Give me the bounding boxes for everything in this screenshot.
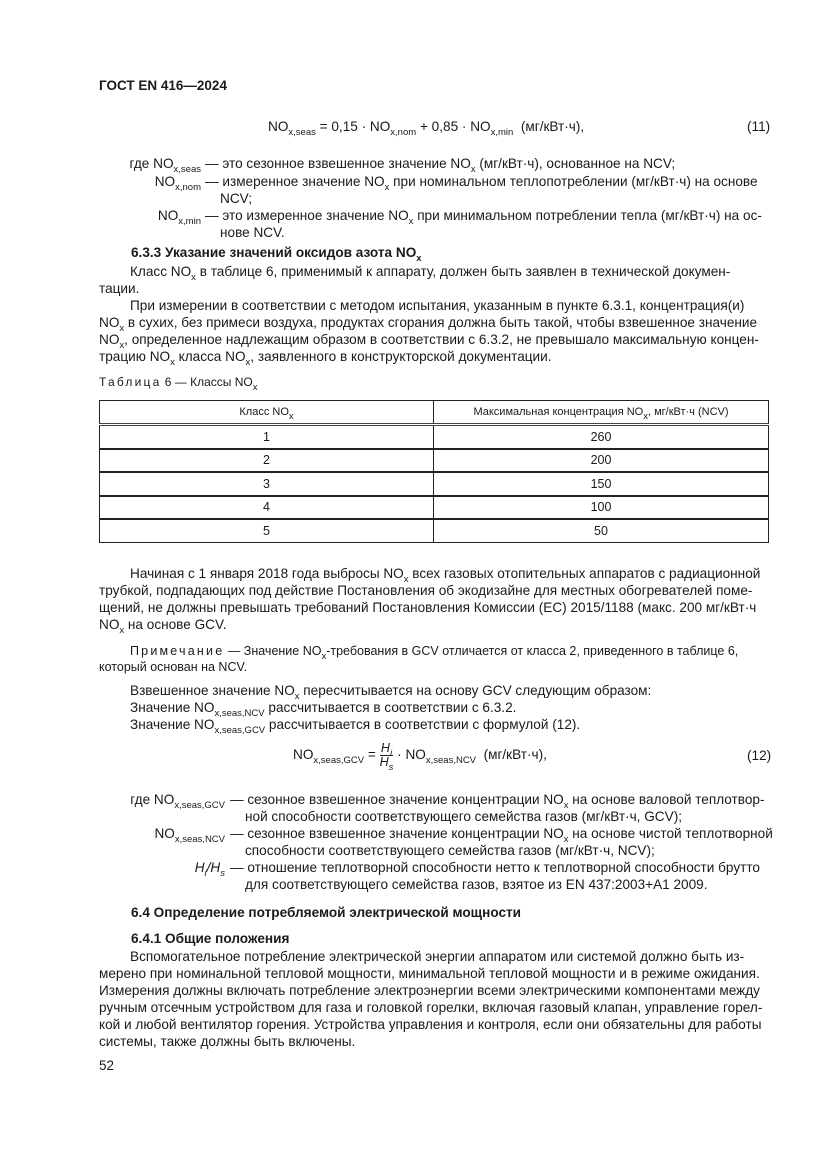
definition-term: $NO_{x,nom}$ (154, 174, 201, 193)
table-row (100, 425, 769, 449)
paragraph-line: системы, также должны быть включены. (99, 1034, 356, 1049)
formula-12 (293, 741, 547, 773)
definition-text: — это сезонное взвешенное значение $NO_x$ (мг/кВт·ч), основанное на NCV; (205, 156, 676, 175)
table-cell: 1 (100, 425, 434, 449)
table-cell: 100 (434, 496, 769, 520)
table-cell: 4 (100, 496, 434, 520)
paragraph-line: $NO_x$, определенное надлежащим образом в соответствии с 6.3.2, не превышало максимальную концен- (99, 332, 759, 351)
formula-11 (268, 119, 585, 138)
column-header: Максимальная концентрация $NO_x$, мг/кВт·ч (NCV) (434, 401, 769, 425)
formula-unit: (мг/кВт·ч), (520, 119, 585, 134)
paragraph-line: Измерения должны включать потребление электроэнергии всеми электрическими компонентами между (99, 983, 760, 998)
formula-term: = 0,15 · NO (319, 119, 391, 134)
formula-subscript: x,seas (288, 127, 316, 138)
formula-subscript: x,nom (390, 127, 417, 138)
formula-equals: = (367, 747, 376, 763)
paragraph-line: трубкой, подпадающих под действие Постановления об экодизайне для местных обогревателей поме- (99, 583, 753, 598)
definition-term: где $NO_{x,seas,GCV}$ (130, 792, 225, 811)
paragraph-line: Начиная с 1 января 2018 года выбросы $NO_x$ всех газовых отопительных аппаратов с радиационной (130, 566, 761, 585)
note-line: который основан на NCV. (99, 660, 248, 674)
formula-subscript: x,min (490, 127, 514, 138)
formula-symbol: NO (268, 119, 289, 134)
page-number: 52 (99, 1058, 115, 1073)
formula-12-number: (12) (747, 748, 772, 763)
table-header-row (100, 401, 769, 425)
paragraph-line: Класс $NO_x$ в таблице 6, применимый к аппарату, должен быть заявлен в технической докумен- (130, 264, 731, 283)
paragraph-line: кой и любой вентилятор горения. Устройства управления и контроля, если они обязательны для работы (99, 1017, 762, 1032)
definition-text: — это измеренное значение $NO_x$ при минимальном потреблении тепла (мг/кВт·ч) на ос- нове NCV. (205, 208, 762, 240)
paragraph-line: ручным отсечным устройством для газа и головкой горелки, включая газовый клапан, управление горел- (99, 1000, 763, 1015)
table-row (100, 472, 769, 496)
paragraph-line: Взвешенное значение $NO_x$ пересчитывается на основу GCV следующим образом: (130, 683, 652, 702)
formula-subscript: x,seas,GCV (313, 755, 365, 767)
table-row (100, 496, 769, 520)
fraction: $\frac{H_i}{H_s}$ (379, 741, 394, 773)
table-cell: 150 (434, 472, 769, 496)
section-heading-6-4: 6.4 Определение потребляемой электрической мощности (131, 905, 522, 920)
definition-text: — сезонное взвешенное значение концентрации $NO_x$ на основе валовой теплотвор- ной способности соответствующего семейства газов (мг/кВт·ч, GCV); (230, 792, 765, 824)
formula-unit: (мг/кВт·ч), (483, 747, 547, 763)
definition-term: $H_i/H_s$ (194, 860, 225, 879)
formula-11-number: (11) (747, 119, 771, 134)
table-cell: 2 (100, 449, 434, 473)
column-header: Класс $NO_x$ (100, 401, 434, 425)
paragraph-line: Значение $NO_{x,seas,NCV}$ рассчитывается в соответствии с 6.3.2. (130, 700, 517, 719)
paragraph-line: трацию $NO_x$ класса $NO_x$, заявленного в конструкторской документации. (99, 349, 552, 368)
formula-term: · NO (397, 747, 426, 763)
definition-term: $NO_{x,seas,NCV}$ (154, 826, 225, 845)
section-heading-6-3-3: 6.3.3 Указание значений оксидов азота $NO_x$ (131, 245, 422, 264)
table-cell: 260 (434, 425, 769, 449)
table-cell: 5 (100, 519, 434, 542)
definition-text: — отношение теплотворной способности нетто к теплотворной способности брутто для соответствующего семейства газов, взятое из EN 437:2003+A1 2009. (230, 860, 760, 892)
paragraph-line: При измерении в соответствии с методом испытания, указанным в пункте 6.3.1, концентрация(и) (130, 298, 745, 313)
formula-symbol: NO (293, 747, 314, 763)
definition-term: где $NO_{x,seas}$ (129, 156, 201, 175)
paragraph-line: $NO_x$ на основе GCV. (99, 617, 227, 636)
paragraph-line: мерено при номинальной тепловой мощности, минимальной тепловой мощности и в режиме ожидания. (99, 966, 760, 981)
paragraph-line: щений, не должны превышать требований Постановления Комиссии (ЕС) 2015/1188 (макс. 200 мг/кВт·ч (99, 600, 757, 615)
table-row (100, 519, 769, 542)
table-cell: 3 (100, 472, 434, 496)
table-cell: 200 (434, 449, 769, 473)
paragraph-line: $NO_x$ в сухих, без примеси воздуха, продуктах сгорания должна быть такой, чтобы взвешенное значение (99, 315, 758, 334)
table-nox-classes (99, 400, 769, 543)
note-line: Примечание — Значение $NO_x$-требования в GCV отличается от класса 2, приведенного в таблице 6, (130, 644, 739, 662)
paragraph-line: Значение $NO_{x,seas,GCV}$ рассчитывается в соответствии с формулой (12). (130, 717, 581, 736)
definition-term: $NO_{x,min}$ (157, 208, 201, 227)
table-cell: 50 (434, 519, 769, 542)
formula-subscript: x,seas,NCV (425, 755, 477, 767)
table-caption: Таблица 6 — Классы $NO_x$ (99, 375, 258, 393)
paragraph-line: Вспомогательное потребление электрической энергии аппаратом или системой должно быть из- (130, 949, 745, 964)
formula-term: + 0,85 · NO (419, 119, 491, 134)
definition-text: — измеренное значение $NO_x$ при номинальном теплопотреблении (мг/кВт·ч) на основе NCV; (205, 174, 758, 206)
paragraph-line: тации. (99, 281, 140, 296)
document-header: ГОСТ EN 416—2024 (99, 78, 227, 93)
definition-text: — сезонное взвешенное значение концентрации $NO_x$ на основе чистой теплотворной способности соответствующего семейства газов (мг/кВт·ч, NCV); (230, 826, 773, 858)
table-row (100, 449, 769, 473)
section-heading-6-4-1: 6.4.1 Общие положения (131, 931, 290, 946)
